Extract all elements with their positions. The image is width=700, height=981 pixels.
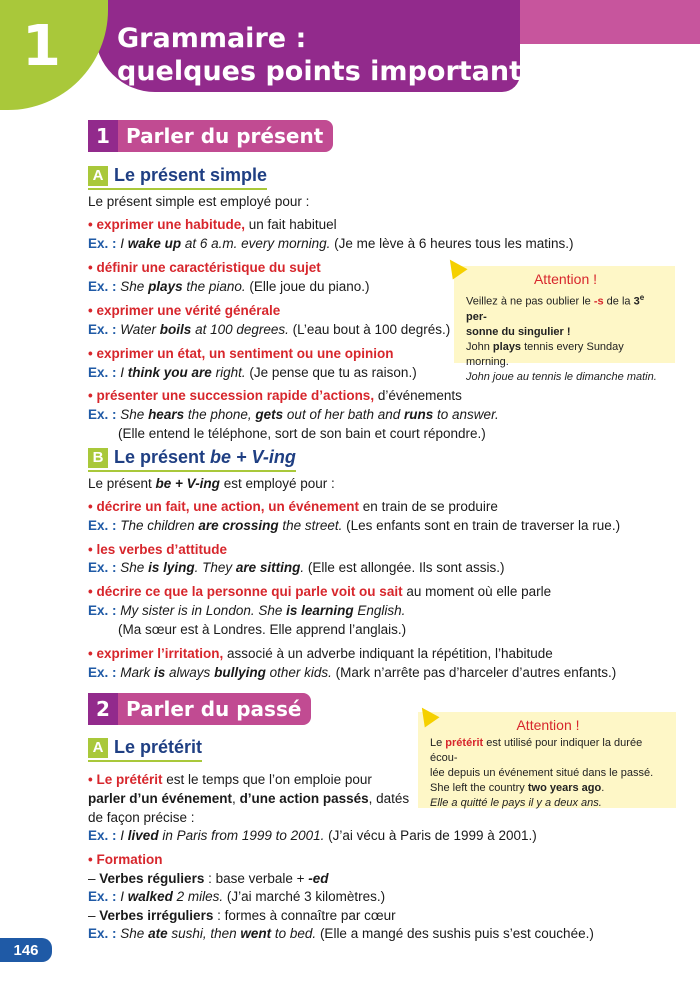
chapter-title bbox=[117, 22, 538, 88]
example-line: Ex. : She is lying. They are sitting. (Elle est allongée. Ils sont assis.) bbox=[88, 560, 505, 575]
chapter-title-line1: Grammaire : bbox=[117, 23, 307, 54]
usage-item: • exprimer un état, un sentiment ou une opinion bbox=[88, 346, 394, 361]
example-line: Ex. : I wake up at 6 a.m. every morning. (Je me lève à 6 heures tous les matins.) bbox=[88, 236, 574, 251]
subsection-letter: A bbox=[88, 738, 108, 758]
usage-item: • décrire un fait, une action, un événement en train de se produire bbox=[88, 499, 498, 514]
page-number: 146 bbox=[0, 938, 52, 962]
attention-line: Le prétérit est utilisé pour indiquer la durée écou- bbox=[430, 737, 643, 764]
example-line: Ex. : Mark is always bullying other kids. (Mark n’arrête pas d’harceler d’autres enfants.) bbox=[88, 665, 617, 680]
usage-item: • exprimer une habitude, un fait habituel bbox=[88, 217, 337, 232]
attention-note bbox=[454, 266, 675, 383]
example-line: Ex. : I walked 2 miles. (J’ai marché 3 kilomètres.) bbox=[88, 889, 386, 904]
subsection-a-header bbox=[88, 737, 202, 762]
usage-item: • les verbes d’attitude bbox=[88, 542, 228, 557]
example-line: Ex. : She ate sushi, then went to bed. (Elle a mangé des sushis puis s’est couchée.) bbox=[88, 926, 594, 941]
section-title: Parler du présent bbox=[126, 124, 324, 148]
subsection-a-header bbox=[88, 165, 267, 190]
section-title: Parler du passé bbox=[126, 697, 302, 721]
subsection-intro: Le présent be + V-ing est employé pour : bbox=[88, 476, 335, 491]
subsection-b-header bbox=[88, 447, 296, 472]
example-line: Ex. : The children are crossing the street. (Les enfants sont en train de traverser la rue.) bbox=[88, 518, 621, 533]
subsection-title: Le présent be + V-ing bbox=[114, 447, 296, 467]
example-line: Ex. : She plays the piano. (Elle joue du piano.) bbox=[88, 279, 370, 294]
section-2-header bbox=[88, 693, 311, 725]
attention-line: lée depuis un événement situé dans le passé. bbox=[430, 767, 654, 779]
usage-line: – Verbes irréguliers : formes à connaître par cœur bbox=[88, 908, 396, 923]
usage-line: de façon précise : bbox=[88, 810, 195, 825]
attention-line: John plays tennis every Sunday morning. bbox=[466, 340, 624, 368]
subsection-letter: A bbox=[88, 166, 108, 186]
usage-item: • définir une caractéristique du sujet bbox=[88, 260, 321, 275]
example-line: Ex. : I lived in Paris from 1999 to 2001. (J’ai vécu à Paris de 1999 à 2001.) bbox=[88, 828, 537, 843]
usage-item: • exprimer l’irritation, associé à un adverbe indiquant la répétition, l’habitude bbox=[88, 646, 553, 661]
usage-item: • présenter une succession rapide d’actions, d’événements bbox=[88, 388, 462, 403]
attention-note bbox=[418, 712, 676, 808]
example-line: Ex. : My sister is in London. She is learning English. bbox=[88, 603, 406, 618]
subsection-letter: B bbox=[88, 448, 108, 468]
subsection-title: Le présent simple bbox=[114, 165, 268, 185]
attention-line: She left the country two years ago. bbox=[430, 782, 605, 794]
subsection-title: Le prétérit bbox=[114, 737, 203, 757]
usage-item: • exprimer une vérité générale bbox=[88, 303, 281, 318]
translation-line: (Elle entend le téléphone, sort de son bain et court répondre.) bbox=[118, 426, 486, 441]
usage-item: • décrire ce que la personne qui parle voit ou sait au moment où elle parle bbox=[88, 584, 552, 599]
attention-line: Elle a quitté le pays il y a deux ans. bbox=[430, 797, 602, 809]
chapter-number: 1 bbox=[22, 14, 61, 79]
attention-line: Veillez à ne pas oublier le -s de la 3e per- bbox=[466, 293, 645, 323]
section-number: 1 bbox=[88, 120, 118, 152]
section-number: 2 bbox=[88, 693, 118, 725]
subsection-intro: Le présent simple est employé pour : bbox=[88, 194, 310, 209]
translation-line: (Ma sœur est à Londres. Elle apprend l’anglais.) bbox=[118, 622, 407, 637]
header-pink-band bbox=[520, 0, 700, 44]
attention-line: sonne du singulier ! bbox=[466, 325, 571, 338]
usage-line: parler d’un événement, d’une action passés, datés bbox=[88, 791, 410, 806]
attention-title: Attention ! bbox=[516, 717, 580, 733]
example-line: Ex. : I think you are right. (Je pense que tu as raison.) bbox=[88, 365, 417, 380]
section-1-header bbox=[88, 120, 333, 152]
example-line: Ex. : She hears the phone, gets out of her bath and runs to answer. bbox=[88, 407, 499, 422]
chapter-title-line2: quelques points importants bbox=[117, 56, 539, 87]
usage-item: • Le prétérit est le temps que l’on emploie pour bbox=[88, 772, 372, 787]
usage-line: – Verbes réguliers : base verbale + -ed bbox=[88, 871, 329, 886]
attention-title: Attention ! bbox=[533, 271, 598, 287]
formation-heading: • Formation bbox=[88, 852, 163, 867]
example-line: Ex. : Water boils at 100 degrees. (L’eau bout à 100 degrés.) bbox=[88, 322, 451, 337]
attention-line: John joue au tennis le dimanche matin. bbox=[466, 370, 657, 383]
